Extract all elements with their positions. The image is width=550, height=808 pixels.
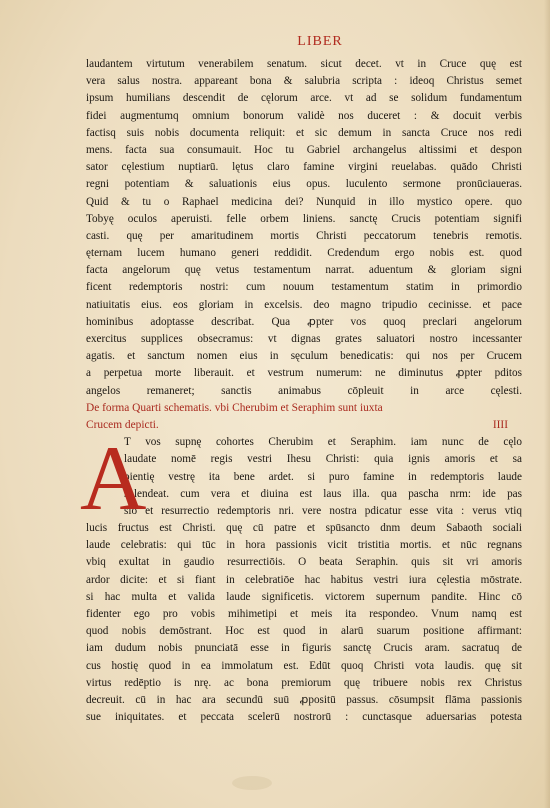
text-line: regni potentiam & saluationis eius opus. luculento sermone pronūciaueras.	[86, 178, 522, 191]
text-line: angelos remaneret; sanctis animabus cōpleuit in arce cęlesti.	[86, 384, 522, 397]
text-line: splendeat. cum vera et diuina est laus illa. qua pascha nrm: ide pas	[124, 487, 522, 500]
text-line: decreuit. cū in hac ara secundū suū ꝓpositū passus. cōsumpsit flāma passionis	[86, 693, 522, 706]
text-line: facta angelorum quę vetus testamentum narrat. aduentum & gloriam signi	[86, 264, 522, 277]
leaf-edge	[544, 0, 550, 808]
text-line: ęternam lucem humano generi reddidit. Credendum ergo nobis est. quod	[86, 247, 522, 260]
text-line: virtus redēptio is nrę. ac bona premiorum quę tribuere nobis rex Christus	[86, 676, 522, 689]
text-line: fidenter ego pro vobis mihimetipi et meis ita respondeo. Vnum namq est	[86, 608, 522, 620]
section-text	[80, 427, 522, 726]
text-line: Quid & tu o Raphael medicina dei? Nunquid in illo mystico opere. quo	[86, 195, 522, 208]
text-line: ipsum humilians descendit de cęlorum arce. vt ad se solidum fundamentum	[86, 92, 522, 105]
text-line: iam dudum nobis pnunciatā esse in figuris sanctę Crucis aram. sacratuq de	[86, 642, 522, 655]
text-line: a perpetua morte liberauit. et vestrum numerum: ne diminutus ꝓpter pditos	[86, 367, 522, 380]
text-line: vera salus nostra. appareant bona & salubria scripta : ideoq Christus semet	[86, 75, 522, 88]
text-line: sator cęlestium nuptiarū. lętus claro famine virgini reuelabas. quādo Christi	[86, 161, 522, 174]
text-line: lucis fructus est Christi. quę cū patre et spūsancto dnm deum Sabaoth sociali	[86, 522, 522, 535]
text-line: pientię vestrę ita bene ardet. si puro famine in redemptoris laude	[124, 470, 522, 483]
text-line: laude celebratis: qui tūc in hora passionis vicit tristitia mortis. et nūc regnans	[86, 539, 522, 552]
text-line: vbiq exultat in gaudio resurrectiōis. O beata Seraphin. quis sit vri amoris	[86, 556, 522, 569]
rubric-line-2: Crucem depicti.	[86, 418, 159, 431]
text-line: T vos supnę cohortes Cherubim et Seraphim. iam nunc de cęlo	[124, 436, 522, 449]
rubric-line-1: De forma Quarti schematis. vbi Cherubim et Seraphim sunt iuxta	[86, 401, 383, 414]
text-line: ardor dicite: et si fiant in celebratiōe hac habitus vestri iura cęlestia mōstrate.	[86, 573, 522, 586]
text-line: hominibus adoptasse describat. Qua ꝓpter vos quoq preclari angelorum	[86, 315, 522, 328]
rubric-heading	[86, 400, 522, 417]
text-line: exercitus supplices obsecramus: vt dignas grates saluatori nostro incessanter	[86, 333, 522, 345]
text-line: ficent redemptoris nostri: cum nouum testamentum statim in primordio	[86, 281, 522, 294]
text-block	[80, 56, 522, 726]
text-line: sio et resurrectio redemptoris nri. vere nostra pdicatur esse vita : verus vtiq	[124, 504, 522, 517]
body-text	[86, 56, 522, 400]
text-line: si hac multa et valida laude significetis. victorem supernum pandite. Hinc cō	[86, 590, 522, 603]
text-line: quod nobis demōstrant. Hoc est quod in alarū suarum positione affirmant:	[86, 625, 522, 638]
text-line: Tobyę oculos aperuisti. felle orbem liniens. sanctę Crucis potentiam signifi	[86, 212, 522, 225]
text-line: fidei augmentumq omnium bonorum validè nos duceret : & docuit verbis	[86, 109, 522, 122]
running-head: LIBER	[297, 34, 343, 49]
text-line: agatis. et sanctum nomen eius in sęculum benedicatis: qui nos per Crucem	[86, 350, 522, 363]
text-line: sue iniquitates. et peccata scelerū nostrorū : cunctasque aduersarias potesta	[86, 711, 522, 724]
text-line: casti. quę per amaritudinem mortis Christi peccatorum tenebris remotis.	[86, 229, 522, 242]
rubric-number: IIII	[492, 418, 508, 431]
text-line: factisq suis nobis documenta reliquit: et sic demum in sancta Cruce nos redi	[86, 126, 522, 139]
text-line: laudate nomē regis vestri Ihesu Christi: quia ignis amoris et sa	[124, 453, 522, 466]
text-line: cus hostię quod in ea immolatum est. Edūt quoq Christi vota laudis. quę sit	[86, 659, 522, 672]
paper-stain	[232, 776, 272, 790]
rubric-heading-continued	[86, 417, 522, 434]
decorated-initial: A	[80, 427, 147, 530]
text-line: laudantem virtutum venerabilem senatum. sicut decet. vt in Cruce quę est	[86, 58, 522, 70]
text-line: mens. facta sua consumauit. Hoc tu Gabriel archangelus altissimi et despon	[86, 143, 522, 156]
text-line: natiuitatis eius. eos gloriam in excelsis. deo magno tripudio cecinisse. et pace	[86, 298, 522, 311]
